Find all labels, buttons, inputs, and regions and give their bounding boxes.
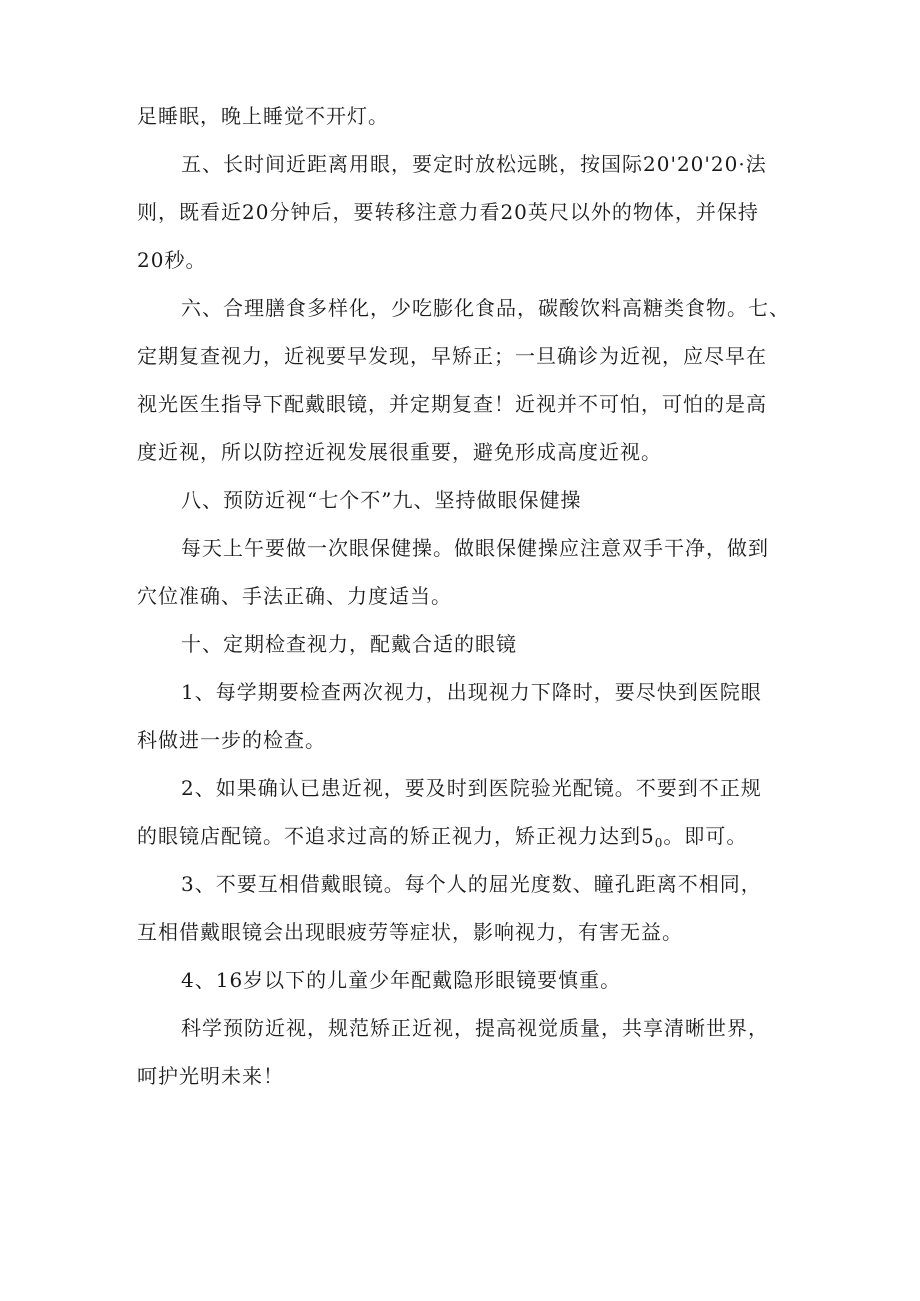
text: 穴位准确、手法正确、力度适当。 (137, 584, 452, 608)
line-8 (137, 432, 797, 480)
line-11 (137, 576, 797, 624)
text: 六、合理膳食多样化，少吃膨化食品，碳酸饮料高糖类食物。七、 (181, 296, 790, 320)
line-19 (137, 960, 797, 1008)
line-10 (137, 528, 797, 576)
text: 定期复查视力，近视要早发现，早矫正；一旦确诊为近视，应尽早在 (137, 344, 767, 368)
line-2 (137, 144, 797, 192)
line-14 (137, 720, 797, 768)
text: 互相借戴眼镜会出现眼疲劳等症状，影响视力，有害无益。 (137, 920, 683, 944)
line-17 (137, 864, 797, 912)
text: 每天上午要做一次眼保健操。做眼保健操应注意双手干净，做到 (181, 536, 769, 560)
text: 的眼镜店配镜。不追求过高的矫正视力，矫正视力达到5 (137, 824, 655, 848)
text: 2、如果确认已患近视，要及时到医院验光配镜。不要到不正规 (181, 776, 762, 800)
text: 五、长时间近距离用眼，要定时放松远眺，按国际20'20'20·法 (181, 152, 767, 176)
line-15 (137, 768, 797, 816)
text: 3、不要互相借戴眼镜。每个人的屈光度数、瞳孔距离不相同， (181, 872, 762, 896)
line-4 (137, 240, 797, 288)
line-16 (137, 816, 797, 864)
text: 20秒。 (137, 248, 207, 272)
line-21 (137, 1056, 797, 1104)
text: 呵护光明未来！ (137, 1064, 284, 1088)
text: 十、定期检查视力，配戴合适的眼镜 (181, 632, 517, 656)
text: 科学预防近视，规范矫正近视，提高视觉质量，共享清晰世界， (181, 1016, 769, 1040)
line-6 (137, 336, 797, 384)
line-12 (137, 624, 797, 672)
line-3 (137, 192, 797, 240)
text: 足睡眠，晚上睡觉不开灯。 (137, 104, 389, 128)
subscript: 0 (654, 836, 664, 850)
text: 则，既看近20分钟后，要转移注意力看20英尺以外的物体，并保持 (137, 200, 759, 224)
text: 科做进一步的检查。 (137, 728, 326, 752)
text: 视光医生指导下配戴眼镜，并定期复查！近视并不可怕，可怕的是高 (137, 392, 767, 416)
text-tail: 。即可。 (663, 824, 748, 848)
line-5 (137, 288, 797, 336)
line-1 (137, 96, 797, 144)
text: 八、预防近视“七个不”九、坚持做眼保健操 (181, 488, 582, 512)
line-20 (137, 1008, 797, 1056)
text: 4、16岁以下的儿童少年配戴隐形眼镜要慎重。 (181, 968, 622, 992)
line-9 (137, 480, 797, 528)
line-13 (137, 672, 797, 720)
document-body (137, 96, 797, 1104)
text: 1、每学期要检查两次视力，出现视力下降时，要尽快到医院眼 (181, 680, 762, 704)
line-18 (137, 912, 797, 960)
line-7 (137, 384, 797, 432)
text: 度近视，所以防控近视发展很重要，避免形成高度近视。 (137, 440, 662, 464)
